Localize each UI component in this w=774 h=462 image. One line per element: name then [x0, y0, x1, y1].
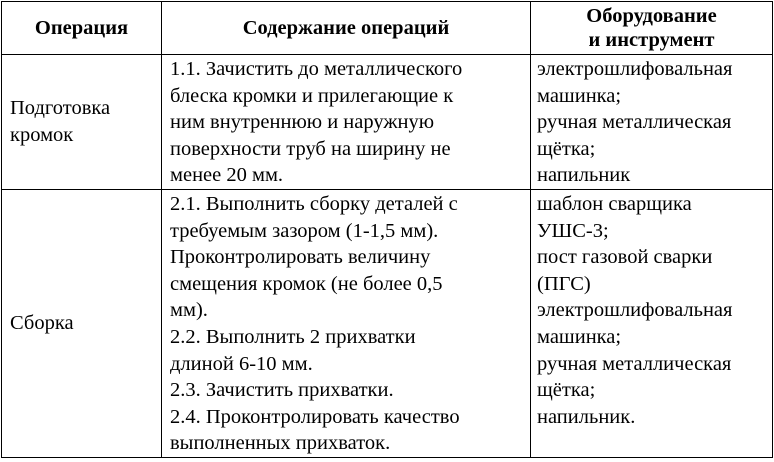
header-content	[162, 2, 531, 55]
content-line: смещения кромок (не более 0,5	[170, 272, 443, 295]
equipment-line: ручная металлическая	[537, 352, 732, 375]
equipment-cell	[531, 190, 773, 458]
equipment-line: (ПГС)	[537, 272, 591, 295]
content-line: ним внутреннюю и наружную	[170, 111, 435, 134]
operation-cell	[2, 190, 162, 458]
equipment-line: машинка;	[537, 325, 622, 348]
content-line: блеска кромки и прилегающие к	[170, 84, 454, 107]
content-line: выполненных прихваток.	[170, 432, 391, 455]
equipment-line: электрошлифовальная	[537, 58, 733, 80]
content-line: менее 20 мм.	[170, 164, 284, 187]
header-row	[2, 2, 773, 55]
header-operation-label: Операция	[34, 17, 129, 39]
operation-text: Подготовка	[10, 97, 111, 119]
operation-text: кромок	[10, 124, 74, 146]
equipment-line: щётка;	[537, 379, 596, 402]
equipment-line: щётка;	[537, 137, 596, 160]
header-operation	[2, 2, 162, 55]
operations-table	[1, 1, 773, 458]
header-equipment-line-2: и инструмент	[588, 29, 715, 51]
equipment-line: напильник	[537, 164, 631, 187]
table-row	[2, 190, 773, 458]
content-line: Проконтролировать величину	[170, 246, 431, 269]
content-line: 2.3. Зачистить прихватки.	[170, 379, 394, 402]
equipment-line: напильник.	[537, 405, 636, 428]
equipment-line: шаблон сварщика	[537, 193, 692, 215]
header-equipment	[531, 2, 773, 55]
equipment-cell	[531, 55, 773, 190]
operation-text: Сборка	[10, 311, 74, 334]
equipment-line: пост газовой сварки	[537, 246, 713, 269]
content-line: требуемым зазором (1-1,5 мм).	[170, 219, 439, 242]
equipment-line: УШС-3;	[537, 219, 609, 242]
equipment-line: машинка;	[537, 84, 622, 107]
content-line: мм).	[170, 299, 208, 322]
equipment-line: ручная металлическая	[537, 111, 732, 134]
header-content-label: Содержание операций	[242, 17, 450, 39]
content-line: поверхности труб на ширину не	[170, 137, 451, 160]
content-cell	[162, 55, 531, 190]
equipment-line: электрошлифовальная	[537, 299, 733, 322]
operation-cell	[2, 55, 162, 190]
table-row	[2, 55, 773, 190]
content-cell	[162, 190, 531, 458]
content-line: 2.4. Проконтролировать качество	[170, 405, 460, 428]
content-line: 1.1. Зачистить до металлического	[170, 58, 463, 80]
header-equipment-line-1: Оборудование	[586, 5, 717, 27]
content-line: 2.2. Выполнить 2 прихватки	[170, 325, 416, 348]
content-line: длиной 6-10 мм.	[170, 352, 313, 375]
content-line: 2.1. Выполнить сборку деталей с	[170, 193, 458, 215]
